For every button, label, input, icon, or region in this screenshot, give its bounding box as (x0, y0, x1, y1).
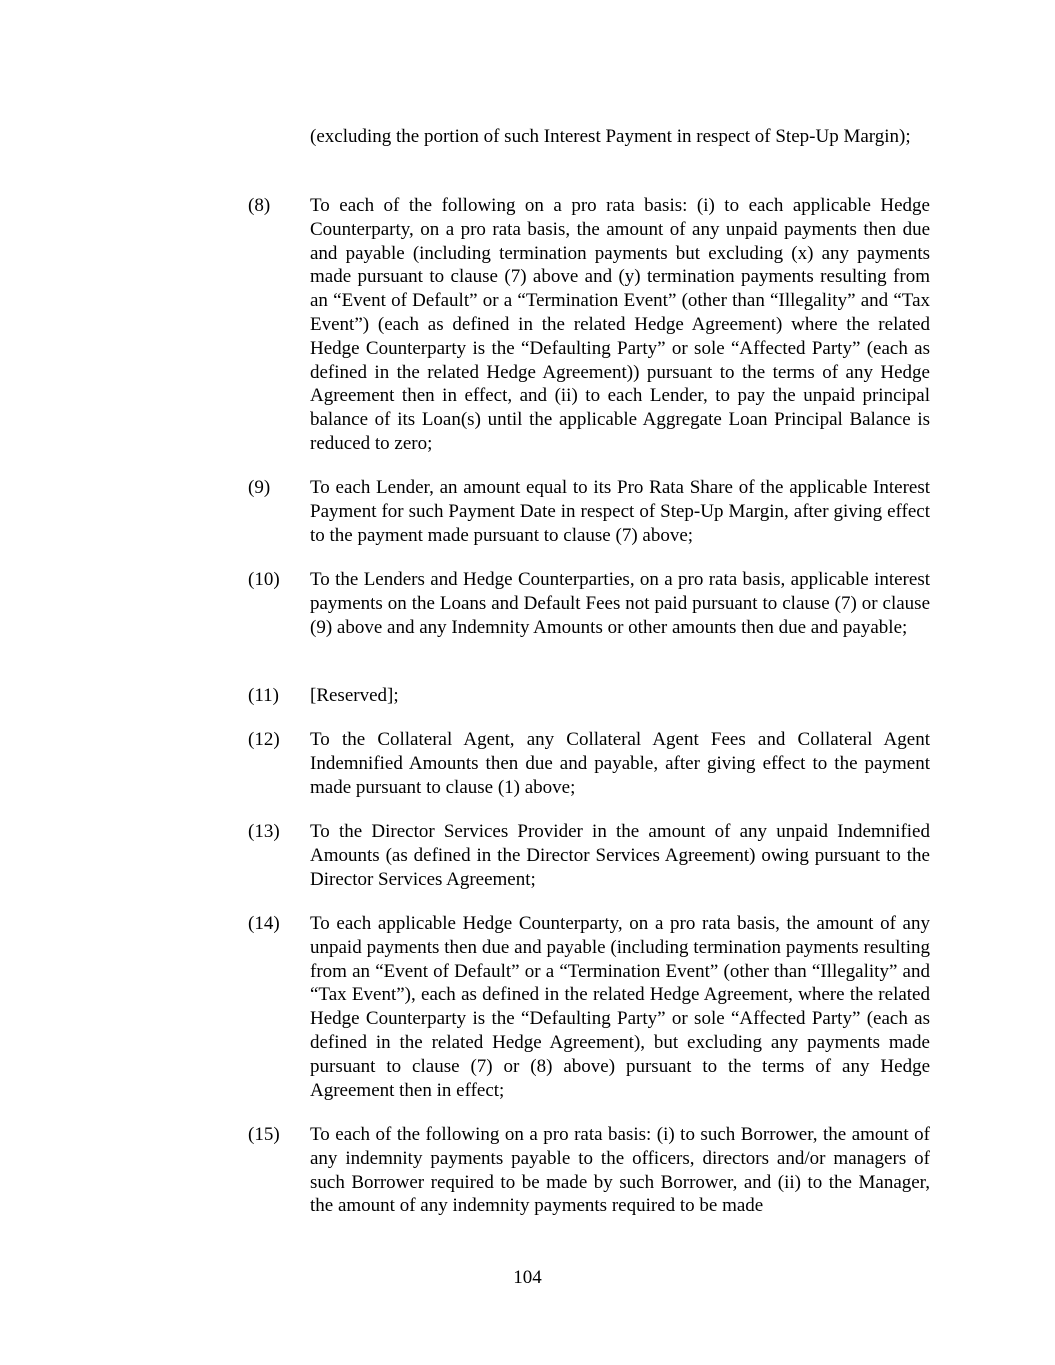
item-number: (11) (248, 685, 279, 706)
item-number: (15) (248, 1124, 280, 1145)
continuation-paragraph: (excluding the portion of such Interest Payment in respect of Step-Up Margin); (310, 126, 911, 147)
list-item (248, 568, 930, 639)
item-text: To each Lender, an amount equal to its Pro Rata Share of the applicable Interest Payment for such Payment Date in respect of Step-Up Margin, after giving effect to the payment made pursuant to clause (7) above; (310, 477, 930, 546)
list-item (248, 476, 930, 547)
item-number: (12) (248, 729, 280, 750)
item-text: [Reserved]; (310, 685, 399, 706)
item-number: (14) (248, 913, 280, 934)
item-number: (13) (248, 821, 280, 842)
list-item (248, 912, 930, 1102)
item-text: To the Director Services Provider in the amount of any unpaid Indemnified Amounts (as defined in the Director Services Agreement) owing pursuant to the Director Services Agreement; (310, 821, 930, 890)
list-item (248, 1123, 930, 1218)
item-text: To each of the following on a pro rata basis: (i) to each applicable Hedge Counterparty, on a pro rata basis, the amount of any unpaid payments then due and payable (including termination payments but excluding (x) any payments made pursuant to clause (7) above and (y) termination payments resulting from an “Event of Default” or a “Termination Event” (other than “Illegality” and “Tax Event”) (each as defined in the related Hedge Agreement) where the related Hedge Counterparty is the “Defaulting Party” or sole “Affected Party” (each as defined in the related Hedge Agreement)) pursuant to the terms of any Hedge Agreement then in effect, and (ii) to each Lender, to pay the unpaid principal balance of its Loan(s) until the applicable Aggregate Loan Principal Balance is reduced to zero; (310, 195, 930, 454)
item-text: To the Lenders and Hedge Counterparties, on a pro rata basis, applicable interest payments on the Loans and Default Fees not paid pursuant to clause (7) or clause (9) above and any Indemnity Amounts or other amounts then due and payable; (310, 569, 930, 638)
list-item (248, 820, 930, 891)
item-number: (8) (248, 195, 271, 216)
item-text: To the Collateral Agent, any Collateral Agent Fees and Collateral Agent Indemnified Amounts then due and payable, after giving effect to the payment made pursuant to clause (1) above; (310, 729, 930, 798)
list-item (248, 194, 930, 456)
item-text: To each applicable Hedge Counterparty, on a pro rata basis, the amount of any unpaid payments then due and payable (including termination payments resulting from an “Event of Default” or a “Termination Event” (other than “Illegality” and “Tax Event”), each as defined in the related Hedge Agreement, where the related Hedge Counterparty is the “Defaulting Party” or sole “Affected Party” (each as defined in the related Hedge Agreement), but excluding any payments made pursuant to clause (7) or (8) above) pursuant to the terms of any Hedge Agreement then in effect; (310, 913, 930, 1101)
item-text: To each of the following on a pro rata basis: (i) to such Borrower, the amount of any indemnity payments payable to the officers, directors and/or managers of such Borrower required to be made by such Borrower, and (ii) to the Manager, the amount of any indemnity payments required to be made (310, 1124, 930, 1217)
list-item (248, 684, 930, 708)
item-number: (9) (248, 477, 271, 498)
page-number: 104 (513, 1267, 542, 1288)
item-number: (10) (248, 569, 280, 590)
list-item (248, 728, 930, 799)
